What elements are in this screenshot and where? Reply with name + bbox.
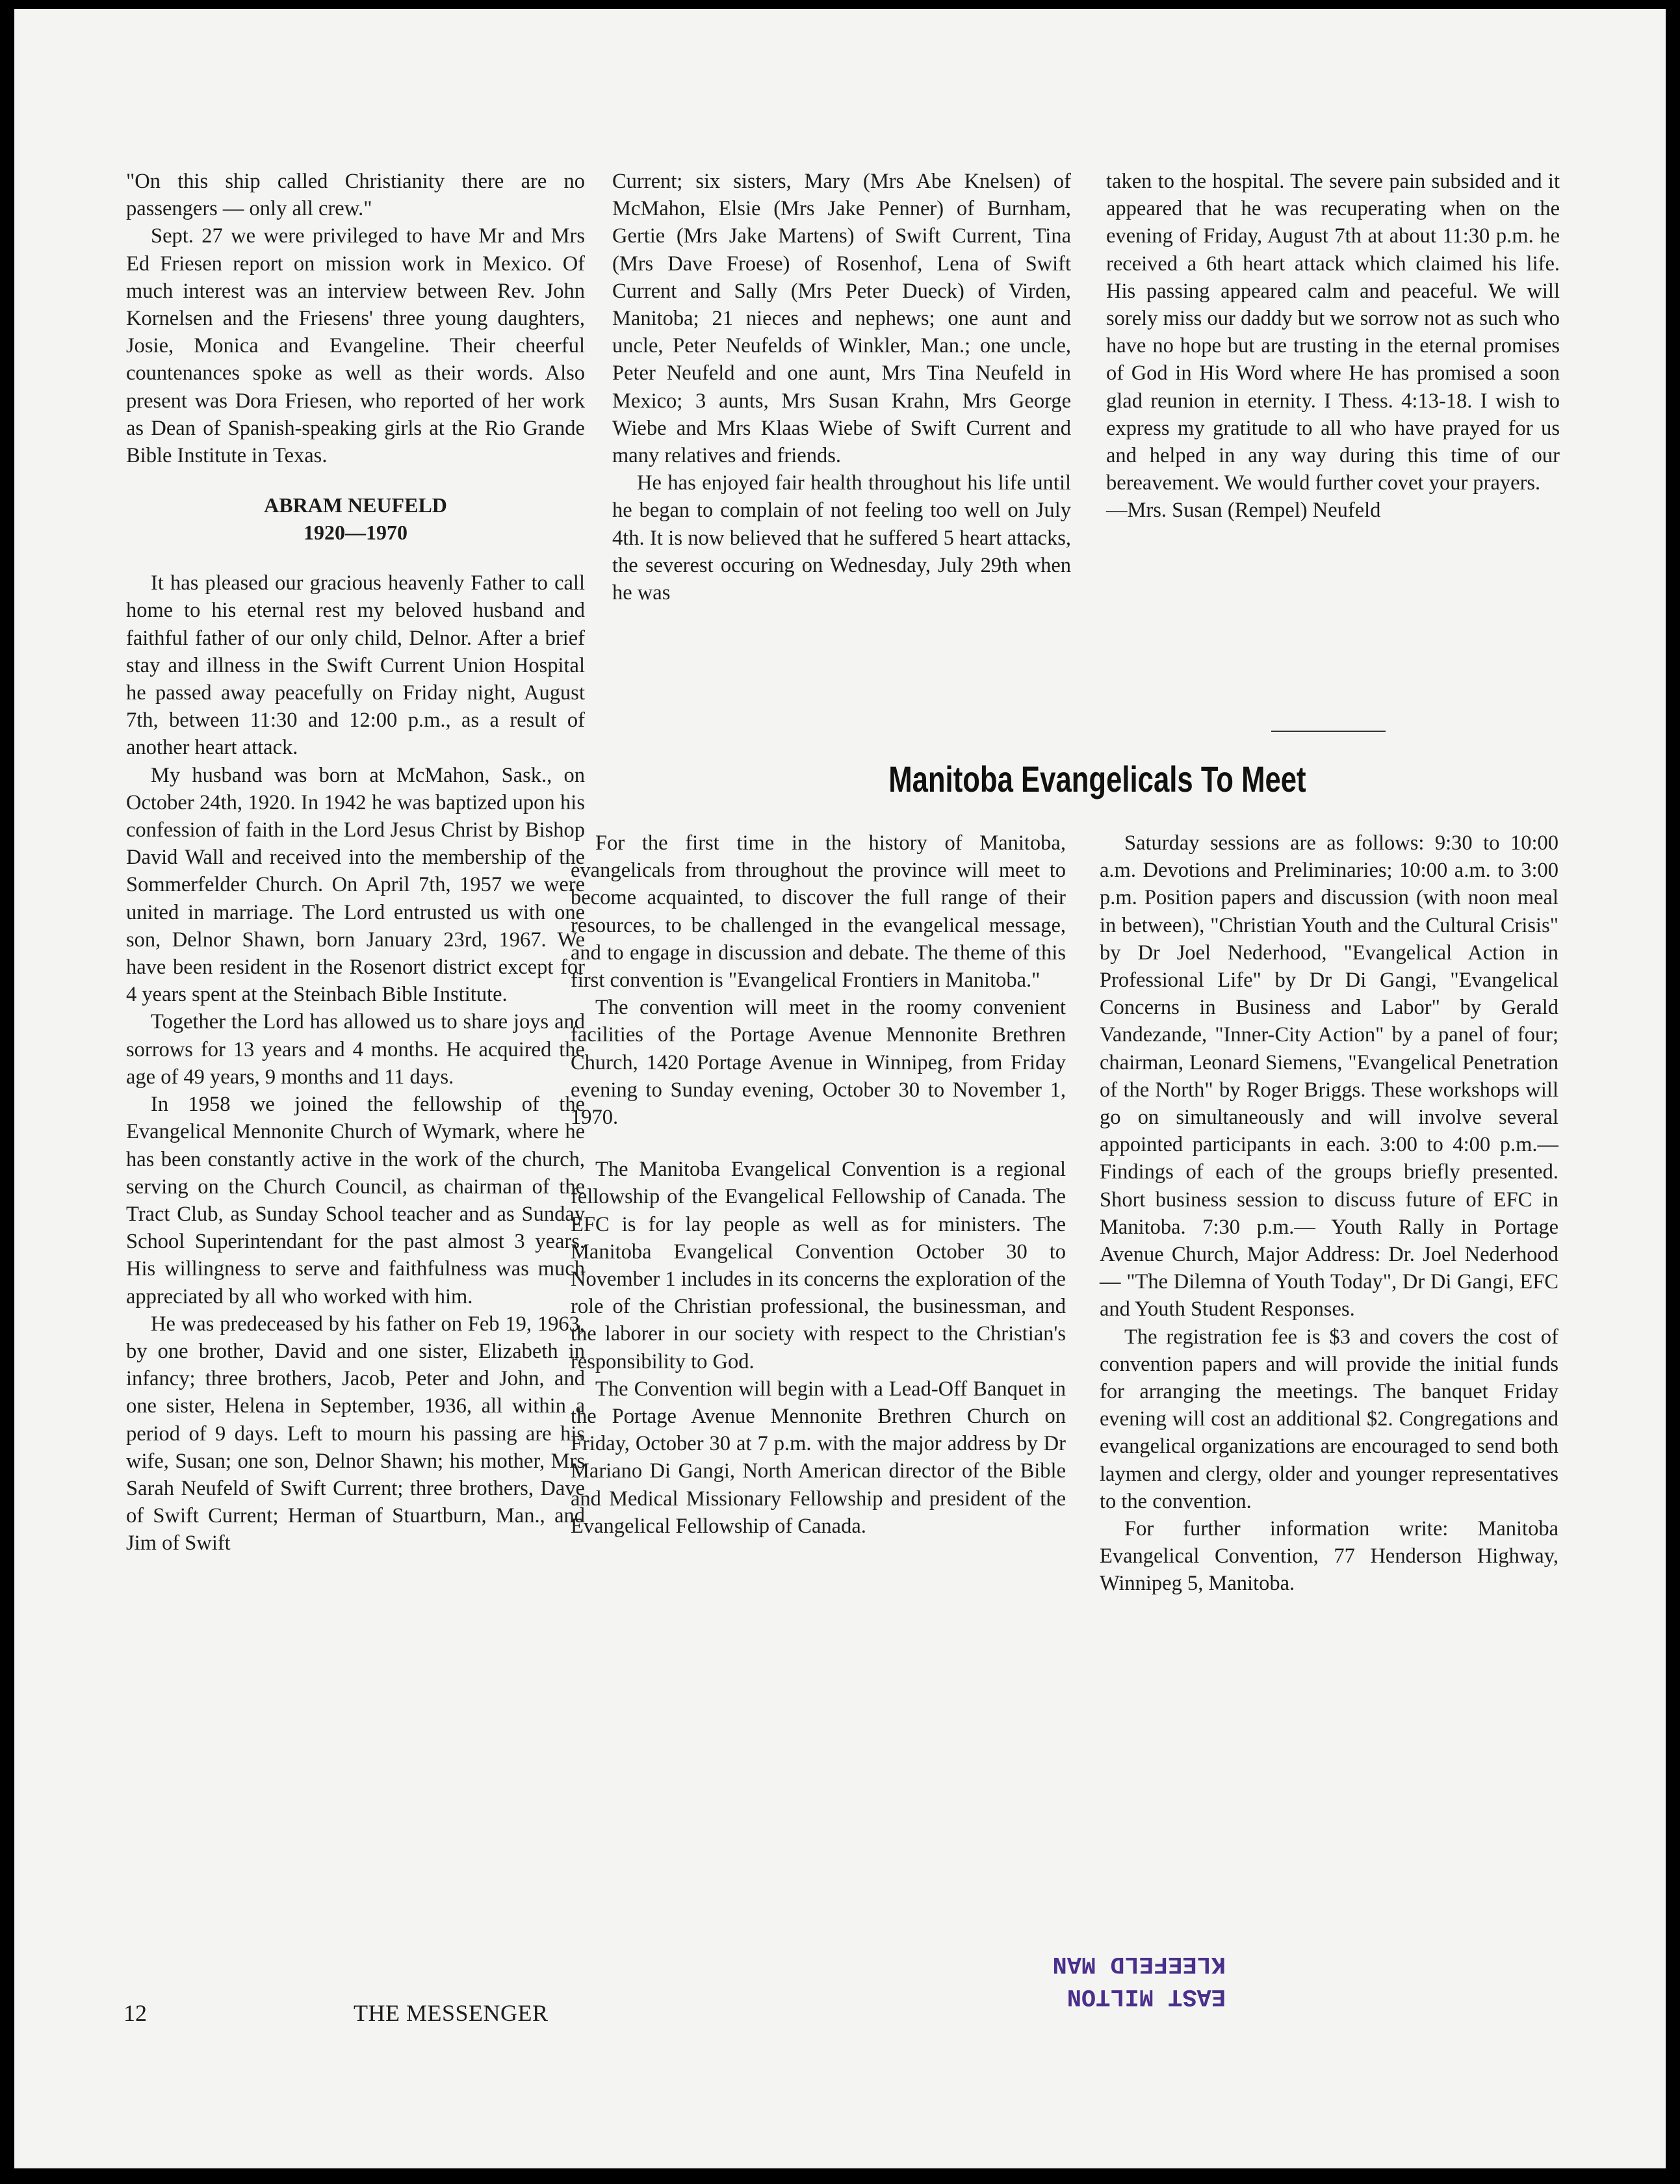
article-paragraph: The convention will meet in the roomy convenient facilities of the Portage Avenue Mennonite Brethren Church, 1420 Portage Avenue in Winnipeg, from Friday evening to Sunday evening, October 30 to November 1, 1970.: [571, 996, 1066, 1130]
obituary-paragraph: Current; six sisters, Mary (Mrs Abe Knelsen) of McMahon, Elsie (Mrs Jake Penner) of Burnham, Gertie (Mrs Jake Martens) of Swift Current, Tina (Mrs Dave Froese) of Rosenhof, Lena of Swift Current and Sally (Mrs Peter Dueck) of Virden, Manitoba; 21 nieces and nephews; one aunt and uncle, Peter Neufelds of Winkler, Man.; one uncle, Peter Neufeld and one aunt, Mrs Tina Neufeld in Mexico; 3 aunts, Mrs Susan Krahn, Mrs George Wiebe and Mrs Klaas Wiebe of Swift Current and many relatives and friends.: [612, 170, 1071, 468]
obituary-name: ABRAM NEUFELD: [264, 493, 447, 517]
mission-report-paragraph: Sept. 27 we were privileged to have Mr and Mrs Ed Friesen report on mission work in Mexico. Of much interest was an interview between Rev. John Kornelsen and the Friesens' three young daughters, Josie, Monica and Evangeline. Their cheerful countenances spoke as well as their words. Also present was Dora Friesen, who reported of her work as Dean of Spanish-speaking girls at the Rio Grande Bible Institute in Texas.: [126, 224, 585, 468]
obituary-paragraph: My husband was born at McMahon, Sask., on October 24th, 1920. In 1942 he was baptized upon his confession of faith in the Lord Jesus Christ by Bishop David Wall and received into the membership of the Sommerfelder Church. On April 7th, 1957 we were united in marriage. The Lord entrusted us with one son, Delnor Shawn, born January 23rd, 1967. We have been resident in the Rosenort district except for 4 years spent at the Steinbach Bible Institute.: [126, 763, 585, 1007]
obituary-paragraph: In 1958 we joined the fellowship of the Evangelical Mennonite Church of Wymark, where he has been constantly active in the work of the church, serving on the Church Council, as chairman of the Tract Club, as Sunday School teacher and as Sunday School Superintendant for the past almost 3 years. His willingness to serve and faithfulness was much appreciated by all who worked with him.: [126, 1093, 585, 1308]
section-divider: [1271, 731, 1386, 732]
obituary-signature: —Mrs. Susan (Rempel) Neufeld: [1106, 499, 1381, 523]
column-3: [1106, 168, 1560, 525]
column-1: [126, 168, 585, 1557]
article-headline: Manitoba Evangelicals To Meet: [888, 759, 1306, 800]
obituary-paragraph: He has enjoyed fair health throughout his life until he began to complain of not feeling too well on July 4th. It is now believed that he suffered 5 heart attacks, the severest occuring on Wednesday, July 29th when he was: [612, 471, 1071, 605]
article-paragraph: The Manitoba Evangelical Convention is a regional fellowship of the Evangelical Fellowship of Canada. The EFC is for lay people as well as for ministers. The Manitoba Evangelical Convention October 30 to November 1 includes in its concerns the exploration of the role of the Christian professional, the businessman, and the laborer in our society with respect to the Christian's responsibility to God.: [571, 1158, 1066, 1373]
publication-title: THE MESSENGER: [354, 2000, 549, 2026]
stamp-line-2: KLEEFELD MAN: [1052, 1950, 1226, 1977]
article-paragraph: The Convention will begin with a Lead-Off Banquet in the Portage Avenue Mennonite Brethren Church on Friday, October 30 at 7 p.m. with the major address by Dr Mariano Di Gangi, North American director of the Bible and Medical Missionary Fellowship and president of the Evangelical Fellowship of Canada.: [571, 1377, 1066, 1538]
article-paragraph: Saturday sessions are as follows: 9:30 to 10:00 a.m. Devotions and Preliminaries; 10:00 a.m. to 3:00 p.m. Position papers and discussion (with noon meal in between), "Christian Youth and the Cultural Crisis" by Dr Joel Nederhood, "Evangelical Action in Professional Life" by Dr Di Gangi, "Evangelical Concerns in Business and Labor" by Gerald Vandezande, "Inner-City Action" by a panel of four; chairman, Leonard Siemens, "Evangelical Penetration of the North" by Roger Briggs. These workshops will go on simultaneously and will involve several appointed participants in each. 3:00 to 4:00 p.m.— Findings of each of the groups briefly presented. Short business session to discuss future of EFC in Manitoba. 7:30 p.m.— Youth Rally in Portage Avenue Church, Major Address: Dr. Joel Nederhood— "The Dilemna of Youth Today", Dr Di Gangi, EFC and Youth Student Responses.: [1100, 831, 1558, 1321]
obituary-paragraph: taken to the hospital. The severe pain subsided and it appeared that he was recuperating when on the evening of Friday, August 7th at about 11:30 p.m. he received a 6th heart attack which claimed his life. His passing appeared calm and peaceful. We will sorely miss our daddy but we sorrow not as such who have no hope but are trusting in the eternal promises of God in His Word where He has promised a soon glad reunion in eternity. I Thess. 4:13-18. I wish to express my gratitude to all who have prayed for us and helped in any way during this time of our bereavement. We would further covet your prayers.: [1106, 170, 1560, 495]
stamp-line-1: EAST MILTON: [1066, 1982, 1226, 2010]
column-2: [612, 168, 1071, 606]
obituary-heading: [126, 491, 585, 546]
article-paragraph: For further information write: Manitoba Evangelical Convention, 77 Henderson Highway, Winnipeg 5, Manitoba.: [1100, 1517, 1558, 1596]
obituary-paragraph: He was predeceased by his father on Feb 19, 1963, by one brother, David and one sister, Elizabeth in infancy; three brothers, Jacob, Peter and John, and one sister, Helena in September, 1936, all within a period of 9 days. Left to mourn his passing are his wife, Susan; one son, Delnor Shawn; his mother, Mrs Sarah Neufeld of Swift Current; three brothers, Dave of Swift Current; Herman of Stuartburn, Man., and Jim of Swift: [126, 1312, 585, 1555]
page-number: 12: [123, 2000, 147, 2026]
obituary-years: 1920—1970: [304, 521, 407, 545]
address-stamp: [1015, 1947, 1226, 2012]
column-5: [1100, 829, 1558, 1598]
article-paragraph: The registration fee is $3 and covers the cost of convention papers and will provide the initial funds for arranging the meetings. The banquet Friday evening will cost an additional $2. Congregations and evangelical organizations are encouraged to send both laymen and clergy, older and younger representatives to the convention.: [1100, 1325, 1558, 1513]
obituary-paragraph: Together the Lord has allowed us to share joys and sorrows for 13 years and 4 months. He acquired the age of 49 years, 9 months and 11 days.: [126, 1010, 585, 1089]
quote-paragraph: "On this ship called Christianity there are no passengers — only all crew.": [126, 170, 585, 221]
column-4: [571, 829, 1066, 1540]
obituary-paragraph: It has pleased our gracious heavenly Father to call home to his eternal rest my beloved husband and faithful father of our only child, Delnor. After a brief stay and illness in the Swift Current Union Hospital he passed away peacefully on Friday night, August 7th, between 11:30 and 12:00 p.m., as a result of another heart attack.: [126, 571, 585, 760]
article-paragraph: For the first time in the history of Manitoba, evangelicals from throughout the province will meet to become acquainted, to discover the full range of their resources, to be challenged in the evangelical message, and to engage in discussion and debate. The theme of this first convention is "Evangelical Frontiers in Manitoba.": [571, 831, 1066, 993]
